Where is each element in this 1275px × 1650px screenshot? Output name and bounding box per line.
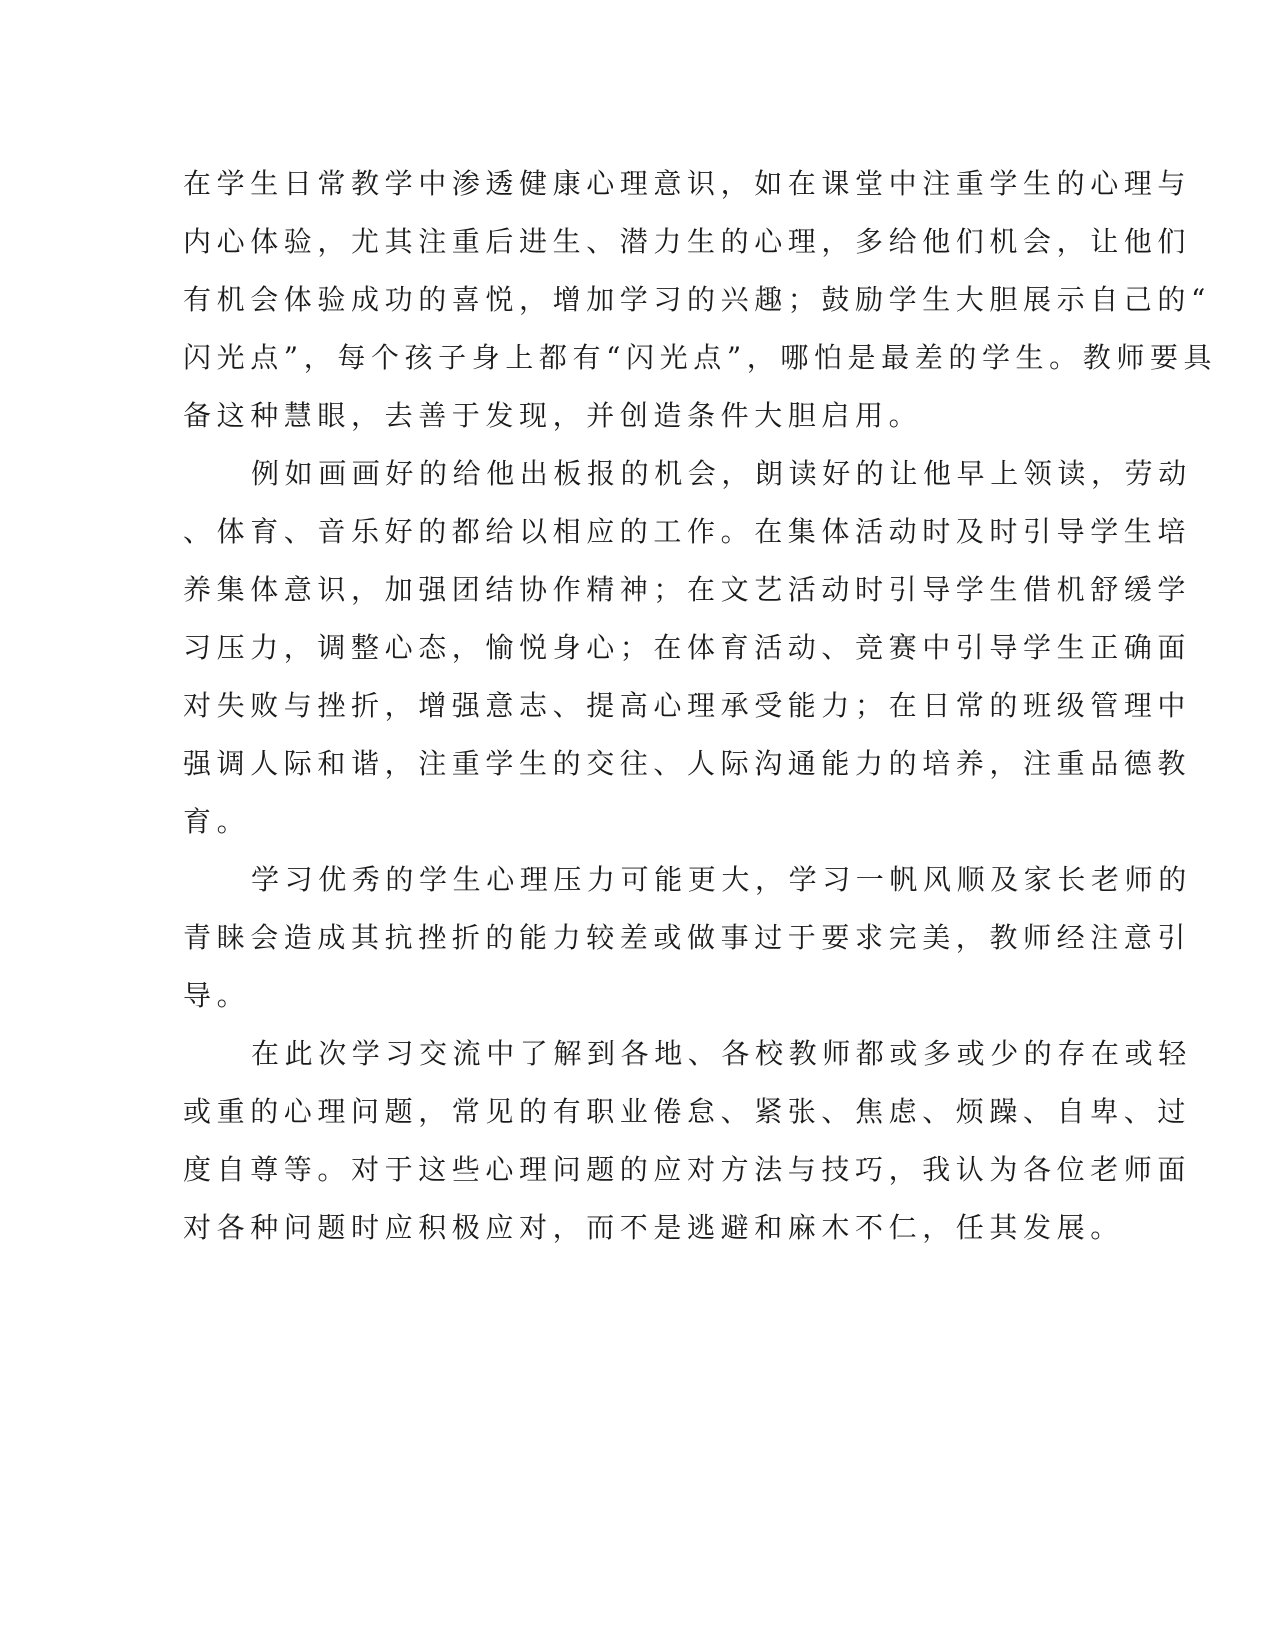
text-line: 、体育、音乐好的都给以相应的工作。在集体活动时及时引导学生培 [183,515,1192,548]
text-line: 闪光点”，每个孩子身上都有“闪光点”，哪怕是最差的学生。教师要具 [183,341,1218,374]
body-text [183,155,1218,1257]
text-line: 对失败与挫折，增强意志、提高心理承受能力；在日常的班级管理中 [183,689,1192,722]
text-line: 例如画画好的给他出板报的机会，朗读好的让他早上领读，劳动 [251,457,1192,490]
text-line: 在学生日常教学中渗透健康心理意识，如在课堂中注重学生的心理与 [183,167,1192,200]
text-line: 有机会体验成功的喜悦，增加学习的兴趣；鼓励学生大胆展示自己的“ [183,283,1211,316]
text-line: 学习优秀的学生心理压力可能更大，学习一帆风顺及家长老师的 [251,863,1192,896]
text-line: 备这种慧眼，去善于发现，并创造条件大胆启用。 [183,399,923,432]
paragraph-1 [183,155,1218,445]
text-line: 导。 [183,979,251,1012]
text-line: 度自尊等。对于这些心理问题的应对方法与技巧，我认为各位老师面 [183,1153,1192,1186]
text-line: 对各种问题时应积极应对，而不是逃避和麻木不仁，任其发展。 [183,1211,1124,1244]
paragraph-2 [183,445,1192,851]
paragraph-4 [183,1025,1192,1257]
text-line: 养集体意识，加强团结协作精神；在文艺活动时引导学生借机舒缓学 [183,573,1192,606]
text-line: 在此次学习交流中了解到各地、各校教师都或多或少的存在或轻 [251,1037,1192,1070]
text-line: 内心体验，尤其注重后进生、潜力生的心理，多给他们机会，让他们 [183,225,1192,258]
text-line: 或重的心理问题，常见的有职业倦怠、紧张、焦虑、烦躁、自卑、过 [183,1095,1192,1128]
paragraph-3 [183,851,1192,1025]
text-line: 育。 [183,805,251,838]
text-line: 强调人际和谐，注重学生的交往、人际沟通能力的培养，注重品德教 [183,747,1192,780]
text-line: 习压力，调整心态，愉悦身心；在体育活动、竞赛中引导学生正确面 [183,631,1192,664]
text-line: 青睐会造成其抗挫折的能力较差或做事过于要求完美，教师经注意引 [183,921,1192,954]
